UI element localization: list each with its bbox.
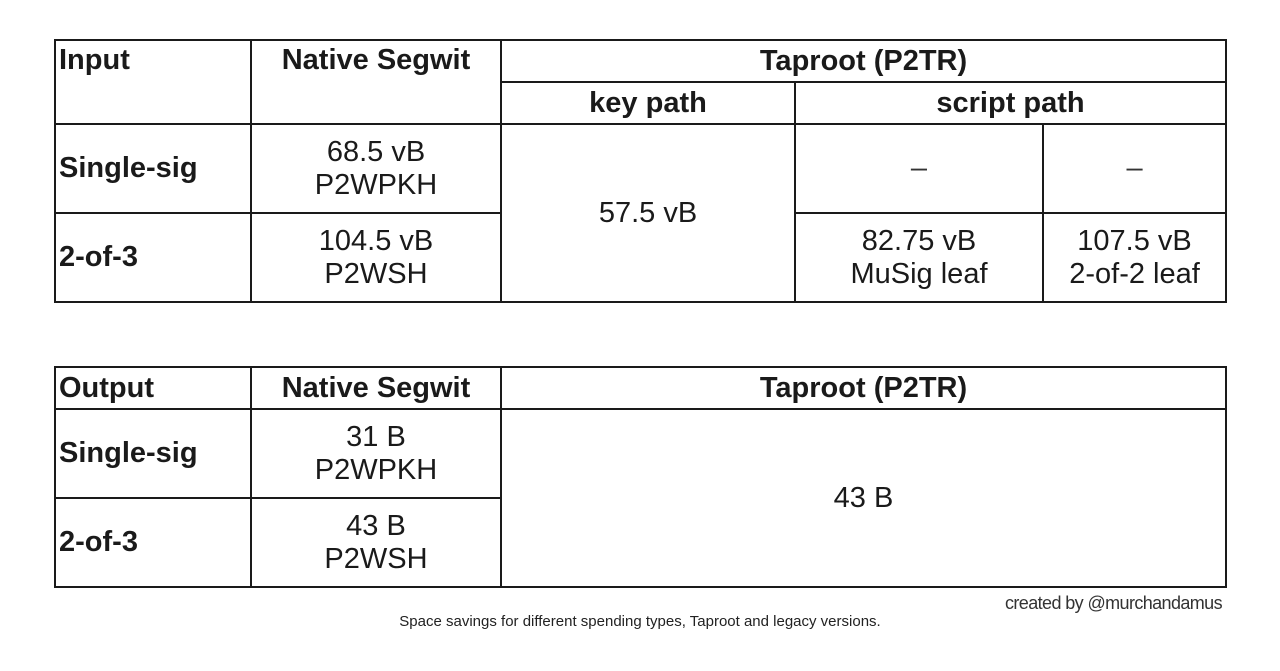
input-single-sig-native-cell: [251, 124, 501, 213]
input-corner-header: Input: [55, 40, 251, 124]
output-native-segwit-header: Native Segwit: [251, 367, 501, 409]
output-size-table: [54, 366, 1227, 588]
multisig-leaf-type: 2-of-2 leaf: [1069, 257, 1200, 290]
key-path-header: key path: [501, 82, 795, 124]
output-single-sig-native-cell: [251, 409, 501, 498]
input-single-sig-native-type: P2WPKH: [314, 168, 438, 201]
musig-leaf-value: 82.75 vB: [861, 224, 977, 257]
output-taproot-header: Taproot (P2TR): [501, 367, 1226, 409]
output-2-of-3-native-cell: [251, 498, 501, 587]
multisig-leaf-value: 107.5 vB: [1077, 224, 1192, 257]
input-2-of-3-native-type: P2WSH: [324, 257, 428, 290]
input-2-of-3-native-cell: [251, 213, 501, 302]
output-single-sig-native-type: P2WPKH: [314, 453, 438, 486]
input-2-of-3-musig-cell: [795, 213, 1043, 302]
key-path-value: 57.5 vB: [501, 124, 795, 302]
input-single-sig-multisig-cell: –: [1043, 124, 1226, 213]
input-row-label-2-of-3: 2-of-3: [55, 213, 251, 302]
author-credit: created by @murchandamus: [1005, 593, 1222, 613]
figure-caption: Space savings for different spending types, Taproot and legacy versions.: [399, 613, 881, 630]
input-size-table: [54, 39, 1227, 303]
input-single-sig-musig-cell: –: [795, 124, 1043, 213]
output-corner-header: Output: [55, 367, 251, 409]
input-row-label-single-sig: Single-sig: [55, 124, 251, 213]
output-2-of-3-native-value: 43 B: [346, 509, 406, 542]
script-path-header: script path: [795, 82, 1226, 124]
input-single-sig-native-value: 68.5 vB: [326, 135, 426, 168]
output-2-of-3-native-type: P2WSH: [324, 542, 428, 575]
input-taproot-header: Taproot (P2TR): [501, 40, 1226, 82]
output-taproot-value: 43 B: [501, 409, 1226, 587]
output-row-label-single-sig: Single-sig: [55, 409, 251, 498]
input-2-of-3-multisig-cell: [1043, 213, 1226, 302]
output-single-sig-native-value: 31 B: [346, 420, 406, 453]
musig-leaf-type: MuSig leaf: [850, 257, 988, 290]
input-2-of-3-native-value: 104.5 vB: [318, 224, 434, 257]
input-native-segwit-header: Native Segwit: [251, 40, 501, 124]
output-row-label-2-of-3: 2-of-3: [55, 498, 251, 587]
